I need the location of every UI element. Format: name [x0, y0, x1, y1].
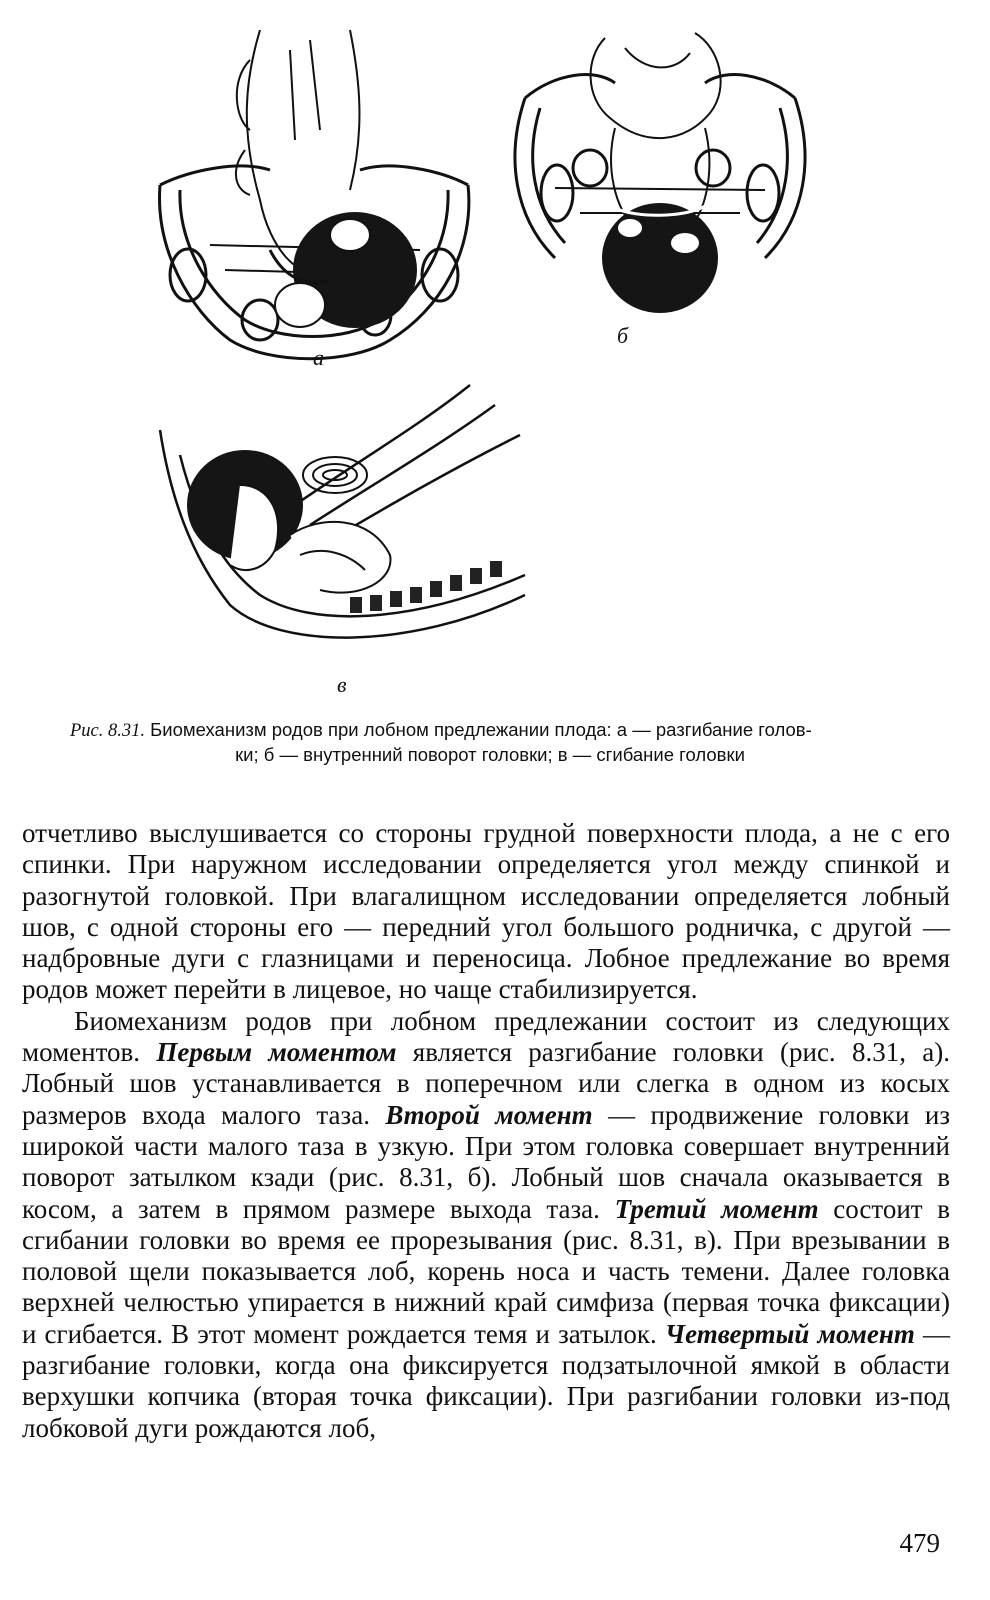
p2-text-5: — разгибание головки, когда она фиксируется подзатылочной ямкой в области верхушки копчика (вторая точка фиксации). При разгибании головки из-под лобковой дуги рождаются лоб,	[22, 1318, 950, 1443]
p2-text-4: состоит в сгибании головки во время ее прорезывания (рис. 8.31, в). При врезывании в половой щели показывается лоб, корень носа и часть темени. Далее головка верхней челюстью упирается в нижний край симфиза (первая точка фиксации) и сгибается. В этот момент рождается темя и затылок.	[22, 1193, 950, 1349]
p2-bold-first-moment: Первым моментом	[156, 1037, 397, 1068]
caption-line-2: ки; б — внутренний поворот головки; в — сгибание головки	[235, 744, 745, 765]
panel-a-label: а	[313, 345, 324, 370]
p2-text-3: — продвижение головки из широкой части малого таза в узкую. При этом головка совершает внутренний поворот затылком кзади (рис. 8.31, б). Лобный шов сначала оказывается в косом, а затем в прямом размере выхода таза.	[22, 1099, 950, 1224]
figure-panel-a	[150, 20, 480, 370]
caption-prefix: Рис. 8.31.	[70, 721, 146, 741]
panel-b-label: б	[617, 323, 629, 348]
p2-bold-second-moment: Второй момент	[385, 1099, 593, 1130]
birth-canal-flexion-icon	[150, 365, 530, 665]
paragraph-2	[22, 1006, 950, 1444]
paragraph-1: отчетливо выслушивается со стороны грудной поверхности плода, а не с его спинки. При наружном исследовании определяется угол между спинкой и разогнутой головкой. При влагалищном исследовании определяется лобный шов, с одной стороны его — передний угол большого родничка, с другой — надбровные дуги с глазницами и переносица. Лобное предлежание во время родов может перейти в лицевое, но чаще стабилизируется.	[22, 818, 950, 1005]
p2-text-2: является разгибание головки (рис. 8.31, а). Лобный шов устанавливается в поперечном или слегка в одном из косых размеров входа малого таза.	[22, 1037, 950, 1130]
pelvis-fetus-rotation-icon	[495, 18, 825, 333]
p2-bold-third-moment: Третий момент	[614, 1193, 819, 1224]
panel-c-label: в	[337, 672, 347, 697]
pelvis-fetus-extension-icon	[150, 20, 480, 365]
p2-bold-fourth-moment: Четвертый момент	[664, 1318, 915, 1349]
figure-panel-c	[150, 365, 530, 697]
body-text	[22, 818, 950, 1444]
p2-text-1: Биомеханизм родов при лобном предлежании состоит из следующих моментов.	[22, 1005, 950, 1068]
caption-line-1: Биомеханизм родов при лобном предлежании плода: а — разгибание голов-	[145, 719, 812, 740]
figure-panel-b	[495, 18, 825, 348]
figure-caption	[70, 718, 950, 767]
page-number: 479	[899, 1528, 940, 1558]
